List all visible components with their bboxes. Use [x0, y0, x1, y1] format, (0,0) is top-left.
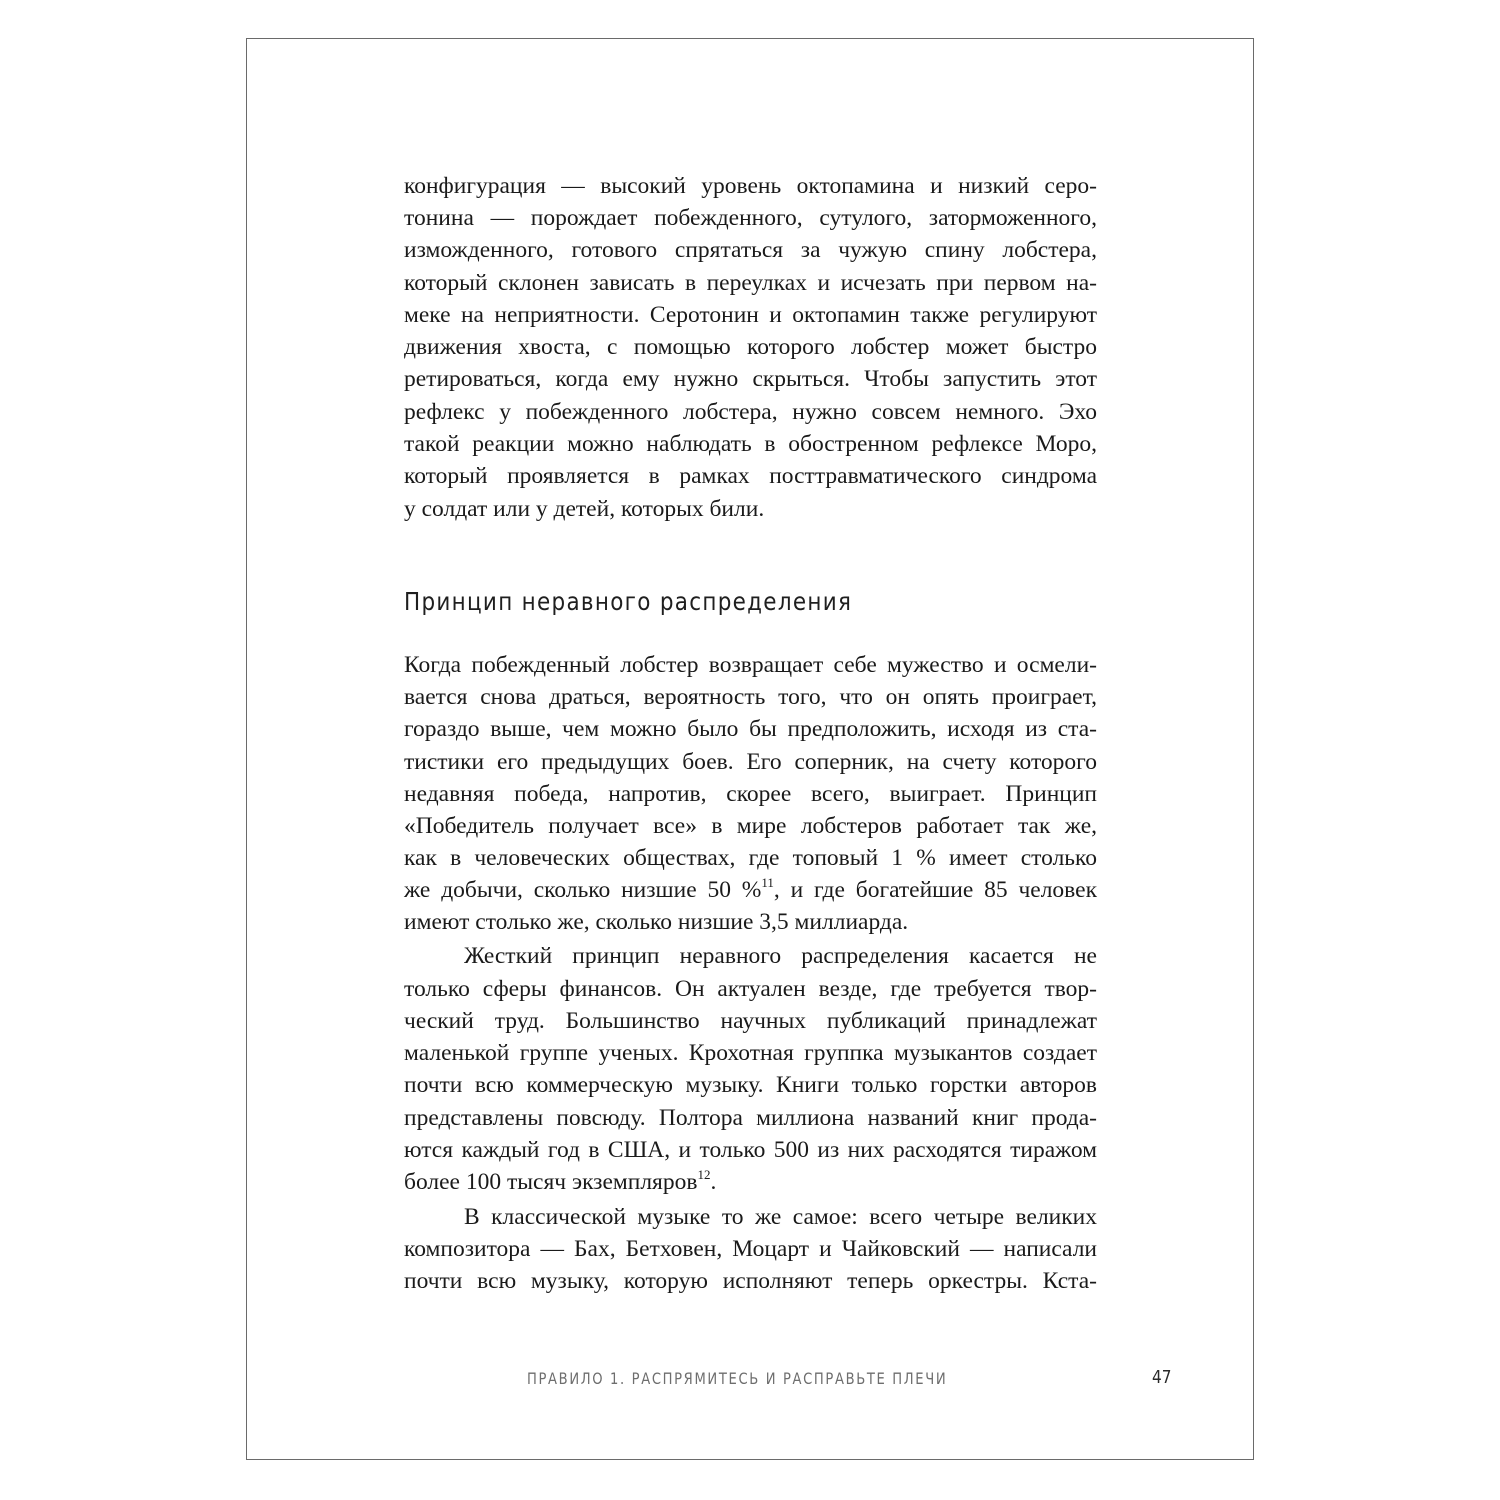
- paragraph-3-line: ются каждый год в США, и только 500 из них расходятся тиражом: [404, 1137, 1097, 1163]
- paragraph-1-line: движения хвоста, с помощью которого лобстер может быстро: [404, 334, 1097, 360]
- paragraph-2-line: недавняя победа, напротив, скорее всего, выиграет. Принцип: [404, 781, 1097, 807]
- paragraph-3-line: ческий труд. Большинство научных публикаций принадлежат: [404, 1008, 1097, 1034]
- paragraph-2-line: Когда побежденный лобстер возвращает себе мужество и осмели-: [404, 652, 1097, 678]
- paragraph-4-line: В классической музыке то же самое: всего четыре великих: [464, 1204, 1097, 1230]
- paragraph-4-line: почти всю музыку, которую исполняют теперь оркестры. Кста-: [404, 1268, 1097, 1294]
- paragraph-1-line: рефлекс у побежденного лобстера, нужно совсем немного. Эхо: [404, 399, 1097, 425]
- line-text: более 100 тысяч экземпляров: [404, 1169, 698, 1195]
- paragraph-2-line: «Победитель получает все» в мире лобстеров работает так же,: [404, 813, 1097, 839]
- paragraph-2-line: имеют столько же, сколько низшие 3,5 миллиарда.: [404, 909, 909, 935]
- running-title: ПРАВИЛО 1. РАСПРЯМИТЕСЬ И РАСПРАВЬТЕ ПЛЕЧИ: [527, 1369, 948, 1388]
- paragraph-3-line: представлены повсюду. Полтора миллиона названий книг прода-: [404, 1105, 1097, 1131]
- line-text: же добычи, сколько низшие 50 %: [404, 877, 762, 903]
- paragraph-3-line: маленькой группе ученых. Крохотная группка музыкантов создает: [404, 1040, 1097, 1066]
- paragraph-3-line-with-footnote: [404, 1167, 1097, 1197]
- paragraph-4-line: композитора — Бах, Бетховен, Моцарт и Чайковский — написали: [404, 1236, 1097, 1262]
- paragraph-1-line: изможденного, готового спрятаться за чужую спину лобстера,: [404, 237, 1097, 263]
- page-number: 47: [1152, 1367, 1172, 1388]
- paragraph-2-line: тистики его предыдущих боев. Его соперник, на счету которого: [404, 749, 1097, 775]
- paragraph-2-line: гораздо выше, чем можно было бы предположить, исходя из ста-: [404, 716, 1097, 742]
- paragraph-3-line: только сферы финансов. Он актуален везде, где требуется твор-: [404, 976, 1097, 1002]
- paragraph-1-line: который склонен зависать в переулках и исчезать при первом на-: [404, 270, 1097, 296]
- paragraph-1-line: ретироваться, когда ему нужно скрыться. Чтобы запустить этот: [404, 366, 1097, 392]
- paragraph-1-line: такой реакции можно наблюдать в обостренном рефлексе Моро,: [404, 431, 1097, 457]
- paragraph-2-line-with-footnote: [404, 875, 1097, 905]
- paragraph-1-line: конфигурация — высокий уровень октопамина и низкий серо-: [404, 173, 1097, 199]
- paragraph-1-line: меке на неприятности. Серотонин и октопамин также регулируют: [404, 302, 1097, 328]
- paragraph-3-line: почти всю коммерческую музыку. Книги только горстки авторов: [404, 1072, 1097, 1098]
- footnote-marker[interactable]: 12: [697, 1167, 711, 1182]
- paragraph-3-line: Жесткий принцип неравного распределения касается не: [464, 943, 1097, 969]
- paragraph-1-line: у солдат или у детей, которых били.: [404, 496, 765, 522]
- footnote-marker[interactable]: 11: [761, 875, 774, 890]
- section-heading: Принцип неравного распределения: [404, 587, 853, 616]
- line-text: , и где богатейшие 85 человек: [773, 877, 1097, 903]
- paragraph-1-line: который проявляется в рамках посттравматического синдрома: [404, 463, 1097, 489]
- paragraph-2-line: как в человеческих обществах, где топовый 1 % имеет столько: [404, 845, 1097, 871]
- paragraph-2-line: вается снова драться, вероятность того, что он опять проиграет,: [404, 684, 1097, 710]
- paragraph-1-line: тонина — порождает побежденного, сутулого, заторможенного,: [404, 205, 1097, 231]
- line-text: .: [710, 1169, 717, 1195]
